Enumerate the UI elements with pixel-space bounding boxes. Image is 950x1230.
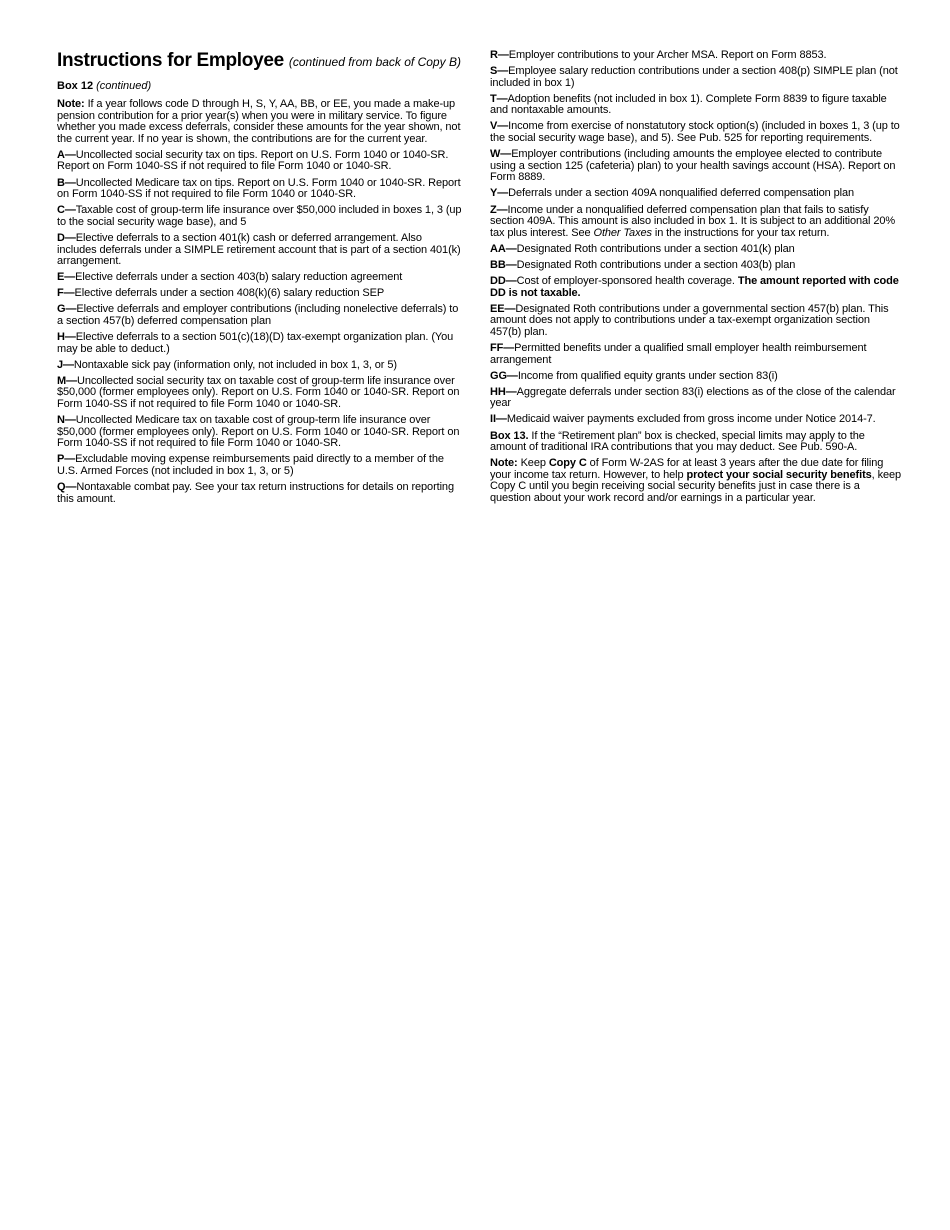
instruction-paragraph bbox=[490, 66, 902, 89]
text-segment: Z— bbox=[490, 203, 508, 216]
text-segment: Copy C bbox=[548, 457, 587, 470]
text-segment: Y— bbox=[490, 187, 509, 200]
page-title bbox=[57, 50, 462, 73]
text-segment: W— bbox=[490, 148, 512, 161]
text-segment: H— bbox=[57, 331, 76, 344]
text-segment: Note: bbox=[490, 457, 518, 470]
text-segment: EE— bbox=[490, 302, 516, 315]
instruction-paragraph bbox=[57, 376, 462, 411]
instruction-paragraph bbox=[490, 414, 902, 426]
instruction-paragraph bbox=[57, 178, 462, 201]
left-column bbox=[57, 50, 462, 510]
text-segment: P— bbox=[57, 453, 76, 466]
instruction-paragraph bbox=[490, 205, 902, 240]
instruction-paragraph bbox=[57, 288, 462, 300]
box12-heading bbox=[57, 80, 462, 92]
text-segment: F— bbox=[57, 287, 75, 300]
text-segment: Keep bbox=[517, 457, 549, 470]
box12-heading-note: (continued) bbox=[96, 80, 152, 92]
instruction-paragraph bbox=[57, 454, 462, 477]
text-segment: Employee salary reduction contributions under a section 408(p) SIMPLE plan (not included in box 1) bbox=[490, 65, 898, 89]
text-segment: Uncollected Medicare tax on taxable cost of group-term life insurance over $50,000 (former employees only). Report on U.S. Form 1040 or 1040-SR. Report on Form 1040-SS if not required to file Form 1040 or 1040-SR. bbox=[57, 414, 460, 450]
instruction-paragraph bbox=[57, 233, 462, 268]
instruction-paragraph bbox=[490, 94, 902, 117]
instruction-paragraph bbox=[57, 415, 462, 450]
box12-heading-label: Box 12 bbox=[57, 80, 94, 92]
text-segment: A— bbox=[57, 148, 76, 161]
text-segment: , keep Copy C until you begin receiving social security benefits just in case there is a question about your work record and/or earnings in a particular year. bbox=[490, 468, 902, 504]
instruction-paragraph bbox=[490, 304, 902, 339]
instruction-paragraph bbox=[57, 99, 462, 145]
text-segment: If the “Retirement plan” box is checked, special limits may apply to the amount of traditional IRA contributions that you may deduct. See Pub. 590-A. bbox=[490, 429, 865, 454]
text-segment: E— bbox=[57, 271, 76, 284]
instruction-paragraph bbox=[490, 371, 902, 383]
instruction-paragraph bbox=[57, 360, 462, 372]
instruction-paragraph bbox=[57, 332, 462, 355]
page-title-continuation: (continued from back of Copy B) bbox=[288, 55, 461, 69]
right-column bbox=[490, 50, 902, 509]
text-segment: in the instructions for your tax return. bbox=[651, 226, 830, 239]
text-segment: G— bbox=[57, 303, 77, 316]
text-segment: Uncollected social security tax on tips. Report on U.S. Form 1040 or 1040-SR. Report on Form 1040-SS if not required to file Form 1040 or 1040-SR. bbox=[57, 148, 449, 173]
instruction-paragraph bbox=[490, 50, 902, 62]
text-segment: Aggregate deferrals under section 83(i) elections as of the close of the calendar year bbox=[490, 385, 896, 410]
text-segment: Note: bbox=[57, 98, 85, 110]
text-segment: BB— bbox=[490, 258, 517, 271]
text-segment: DD— bbox=[490, 275, 517, 287]
text-segment: N— bbox=[57, 414, 76, 427]
instruction-paragraph bbox=[490, 260, 902, 272]
text-segment: The amount reported with code DD is not taxable. bbox=[490, 275, 899, 299]
text-segment: GG— bbox=[490, 369, 518, 382]
text-segment: Other Taxes bbox=[593, 226, 652, 239]
instruction-paragraph bbox=[490, 188, 902, 200]
text-segment: Elective deferrals to a section 401(k) cash or deferred arrangement. Also includes deferrals under a SIMPLE retirement account that is part of a section 401(k) arrangement. bbox=[57, 231, 461, 268]
text-segment: Excludable moving expense reimbursements paid directly to a member of the U.S. Armed Forces (not included in box 1, 3, or 5) bbox=[57, 453, 444, 478]
text-segment: Income from exercise of nonstatutory stock option(s) (included in boxes 1, 3 (up to the social security wage base), and 5). See Pub. 525 for reporting requirements. bbox=[490, 120, 900, 145]
text-segment: Income from qualified equity grants under section 83(i) bbox=[517, 369, 778, 382]
left-paragraph-list bbox=[57, 99, 462, 505]
instruction-paragraph bbox=[490, 387, 902, 410]
instruction-paragraph bbox=[490, 431, 902, 454]
text-segment: Employer contributions to your Archer MSA. Report on Form 8853. bbox=[508, 49, 827, 61]
text-segment: HH— bbox=[490, 385, 517, 398]
text-segment: Elective deferrals under a section 403(b) salary reduction agreement bbox=[75, 271, 403, 284]
text-segment: Nontaxable combat pay. See your tax return instructions for details on reporting this amount. bbox=[57, 481, 454, 505]
text-segment: Nontaxable sick pay (information only, not included in box 1, 3, or 5) bbox=[73, 358, 397, 371]
text-segment: Designated Roth contributions under a governmental section 457(b) plan. This amount does not apply to contributions under a tax-exempt organization section 457(b) plan. bbox=[490, 302, 889, 338]
text-segment: R— bbox=[490, 49, 509, 61]
text-segment: Permitted benefits under a qualified small employer health reimbursement arrangement bbox=[490, 341, 867, 366]
text-segment: Adoption benefits (not included in box 1). Complete Form 8839 to figure taxable and nontaxable amounts. bbox=[490, 92, 887, 117]
right-paragraph-list bbox=[490, 50, 902, 505]
text-segment: of Form W-2AS for at least 3 years after the due date for filing your income tax return. However, to help bbox=[490, 457, 884, 481]
text-segment: FF— bbox=[490, 341, 515, 354]
text-segment: Uncollected social security tax on taxable cost of group-term life insurance over $50,000 (former employees only). Report on U.S. Form 1040 or 1040-SR. Report on Form 1040-SS if not required to file Form 1040 or 1040-SR. bbox=[57, 374, 460, 411]
text-segment: Income under a nonqualified deferred compensation plan that fails to satisfy section 409A. This amount is also included in box 1. It is subject to an additional 20% tax plus interest. See bbox=[490, 203, 896, 239]
instruction-paragraph bbox=[57, 304, 462, 327]
text-segment: II— bbox=[490, 413, 507, 426]
instruction-paragraph bbox=[490, 343, 902, 366]
instruction-paragraph bbox=[490, 149, 902, 184]
instruction-paragraph bbox=[490, 458, 902, 504]
text-segment: Elective deferrals and employer contributions (including nonelective deferrals) to a section 457(b) deferred compensation plan bbox=[57, 303, 459, 327]
instruction-paragraph bbox=[490, 276, 902, 299]
text-segment: Designated Roth contributions under a section 403(b) plan bbox=[516, 258, 796, 271]
text-segment: Taxable cost of group-term life insurance over $50,000 included in boxes 1, 3 (up to the social security wage base), and 5 bbox=[57, 204, 462, 228]
text-segment: V— bbox=[490, 120, 509, 133]
text-segment: protect your social security benefits bbox=[686, 468, 872, 481]
text-segment: C— bbox=[57, 204, 76, 217]
instruction-paragraph bbox=[57, 272, 462, 284]
text-segment: Box 13. bbox=[490, 429, 529, 442]
text-segment: Designated Roth contributions under a section 401(k) plan bbox=[516, 242, 795, 255]
text-segment: S— bbox=[490, 65, 509, 78]
text-segment: Employer contributions (including amounts the employee elected to contribute using a section 125 (cafeteria) plan) to your health savings account (HSA). Report on Form 8889. bbox=[490, 148, 896, 184]
two-column-layout bbox=[57, 50, 902, 510]
instruction-paragraph bbox=[57, 205, 462, 228]
text-segment: D— bbox=[57, 231, 76, 244]
text-segment: Cost of employer-sponsored health coverage. bbox=[516, 275, 738, 287]
instruction-paragraph bbox=[490, 244, 902, 256]
instruction-paragraph bbox=[57, 150, 462, 173]
text-segment: AA— bbox=[490, 242, 517, 255]
text-segment: Deferrals under a section 409A nonqualified deferred compensation plan bbox=[508, 187, 854, 200]
page-title-text: Instructions for Employee bbox=[57, 50, 284, 71]
instruction-paragraph bbox=[57, 482, 462, 505]
text-segment: Elective deferrals under a section 408(k)(6) salary reduction SEP bbox=[74, 287, 385, 300]
text-segment: T— bbox=[490, 92, 508, 105]
text-segment: M— bbox=[57, 374, 77, 387]
text-segment: Uncollected Medicare tax on tips. Report on U.S. Form 1040 or 1040-SR. Report on Form 1040-SS if not required to file Form 1040 or 1040-SR. bbox=[57, 176, 461, 201]
text-segment: B— bbox=[57, 176, 76, 189]
text-segment: Q— bbox=[57, 481, 77, 494]
text-segment: If a year follows code D through H, S, Y, AA, BB, or EE, you made a make-up pension contribution for a prior year(s) when you were in military service. To figure whether you made excess deferrals, consider these amounts for the year shown, not the current year. If no year is shown, the contributions are for the current year. bbox=[57, 98, 461, 145]
text-segment: J— bbox=[57, 358, 74, 371]
text-segment: Elective deferrals to a section 501(c)(18)(D) tax-exempt organization plan. (You may be able to deduct.) bbox=[57, 331, 454, 355]
text-segment: Medicaid waiver payments excluded from gross income under Notice 2014-7. bbox=[506, 413, 876, 426]
instruction-paragraph bbox=[490, 121, 902, 144]
